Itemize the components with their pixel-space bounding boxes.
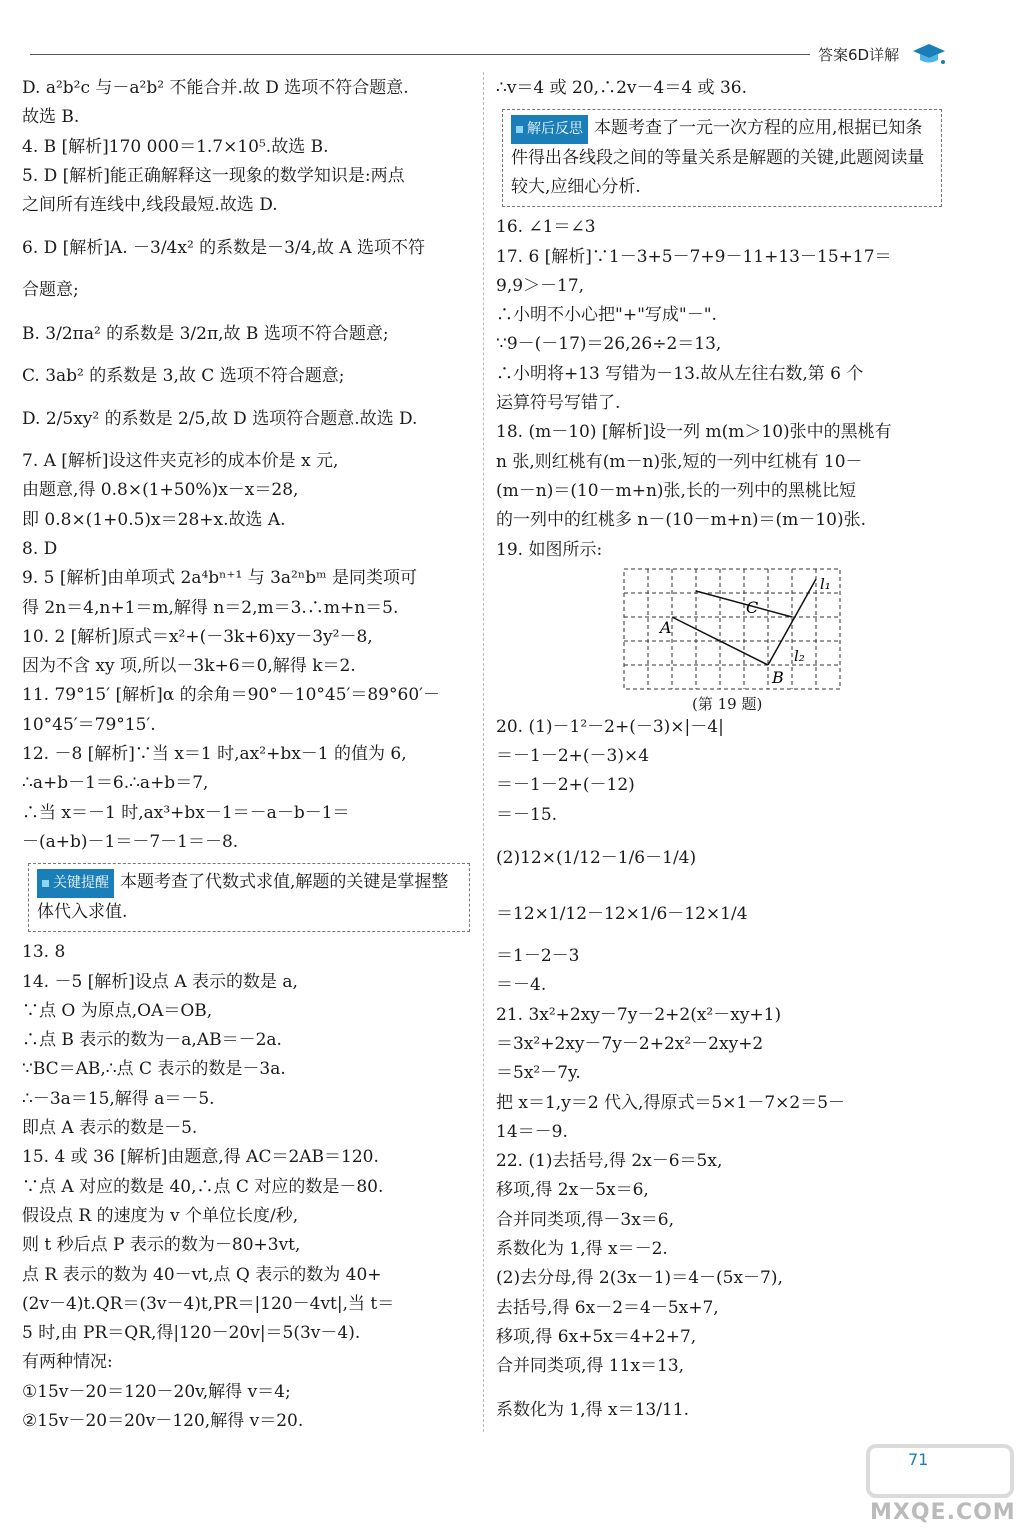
answer-line: C. 3ab² 的系数是 3,故 C 选项不符合题意;	[22, 365, 345, 386]
answer-line: 假设点 R 的速度为 v 个单位长度/秒,	[22, 1205, 299, 1226]
answer-lines-left	[22, 74, 470, 857]
answer-line: 点 R 表示的数为 40－vt,点 Q 表示的数为 40+	[22, 1264, 382, 1285]
answer-lines-right-2	[496, 213, 942, 565]
answer-line: D. a²b²c 与－a²b² 不能合并.故 D 选项不符合题意.	[22, 78, 409, 98]
answer-line: 则 t 秒后点 P 表示的数为－80+3vt,	[22, 1235, 301, 1256]
answer-line: 5. D [解析]能正确解释这一现象的数学知识是:两点	[22, 165, 405, 186]
label-B: B	[772, 667, 784, 687]
answer-line: ∴小明不小心把"+"写成"－".	[496, 305, 717, 326]
answer-line: (2v－4)t.QR＝(3v－4)t,PR＝|120－4vt|,当 t＝	[22, 1293, 395, 1314]
answer-line: 9,9＞－17,	[496, 275, 585, 296]
answer-line: 11. 79°15′ [解析]α 的余角＝90°－10°45′＝89°60′－	[22, 685, 440, 706]
answer-line: 22. (1)去括号,得 2x－6＝5x,	[496, 1151, 723, 1172]
key-tip-text: 本题考查了代数式求值,解题的关键是掌握整体代入求值.	[37, 872, 449, 923]
column-divider	[483, 72, 484, 1432]
answer-lines-right-3	[496, 713, 942, 1438]
label-C: C	[746, 597, 759, 617]
answer-line: 合并同类项,得－3x＝6,	[496, 1209, 675, 1230]
answer-line: 16. ∠1＝∠3	[496, 217, 596, 238]
answer-line: ∴当 x＝－1 时,ax³+bx－1＝－a－b－1＝	[22, 802, 350, 823]
answer-line: ＝－1－2+(－3)×4	[496, 746, 650, 767]
answer-line: ∴a+b－1＝6.∴a+b＝7,	[22, 773, 209, 794]
answer-line: 14. －5 [解析]设点 A 表示的数是 a,	[22, 971, 298, 992]
answer-line: (m－n)＝(10－m+n)张,长的一列中的黑桃比短	[496, 480, 856, 501]
answer-line: －(a+b)－1＝－7－1＝－8.	[22, 831, 239, 852]
answer-line: ＝－4.	[496, 975, 547, 996]
answer-line: 17. 6 [解析]∵1－3+5－7+9－11+13－15+17＝	[496, 246, 892, 267]
answer-line: D. 2/5xy² 的系数是 2/5,故 D 选项符合题意.故选 D.	[22, 409, 418, 430]
right-column	[496, 74, 942, 1438]
answer-line: ＝1－2－3	[496, 946, 580, 967]
answer-line: ∴－3a＝15,解得 a＝－5.	[22, 1088, 215, 1109]
page-number: 71	[908, 1450, 929, 1469]
label-A: A	[660, 617, 672, 637]
answer-line: ∵9－(－17)＝26,26÷2＝13,	[496, 334, 722, 355]
answer-line: 7. A [解析]设这件夹克衫的成本价是 x 元,	[22, 451, 339, 472]
answer-line: 系数化为 1,得 x＝－2.	[496, 1239, 668, 1260]
answer-line: ＝－15.	[496, 804, 558, 825]
answer-line: ∴小明将+13 写错为－13.故从左往右数,第 6 个	[496, 363, 864, 384]
reflection-box	[502, 109, 942, 207]
watermark-text: MXQE.COM	[870, 1500, 1016, 1525]
answer-line: 有两种情况:	[22, 1352, 113, 1373]
answer-line: (2)12×(1/12－1/6－1/4)	[496, 848, 697, 869]
answer-line: n 张,则红桃有(m－n)张,短的一列中红桃有 10－	[496, 451, 863, 472]
answer-line: (2)去分母,得 2(3x－1)＝4－(5x－7),	[496, 1268, 783, 1289]
answer-lines-right	[496, 74, 942, 103]
figure-19	[496, 565, 942, 713]
answer-line: 移项,得 2x－5x＝6,	[496, 1180, 649, 1201]
answer-line: 故选 B.	[22, 107, 80, 128]
key-tip-box	[28, 863, 470, 932]
answer-line: 因为不含 xy 项,所以－3k+6＝0,解得 k＝2.	[22, 656, 356, 677]
label-l1: l₁	[820, 574, 831, 593]
graduation-cap-icon	[912, 42, 946, 66]
answer-line: 得 2n＝4,n+1＝m,解得 n＝2,m＝3.∴m+n＝5.	[22, 597, 399, 618]
answer-line: 之间所有连线中,线段最短.故选 D.	[22, 195, 278, 216]
header-rule	[30, 54, 810, 55]
left-column	[22, 74, 470, 1436]
answer-line: 13. 8	[22, 942, 66, 963]
answer-line: 8. D	[22, 538, 58, 559]
label-l2: l₂	[794, 646, 805, 665]
answer-line: 9. 5 [解析]由单项式 2a⁴bⁿ⁺¹ 与 3a²ⁿbᵐ 是同类项可	[22, 568, 417, 589]
answer-line: ①15v－20＝120－20v,解得 v＝4;	[22, 1381, 291, 1402]
answer-line: ②15v－20＝20v－120,解得 v＝20.	[22, 1410, 304, 1431]
answer-line: 运算符号写错了.	[496, 393, 621, 414]
answer-line: ∵点 O 为原点,OA＝OB,	[22, 1000, 213, 1021]
answer-line: 去括号,得 6x－2＝4－5x+7,	[496, 1297, 719, 1318]
answer-line: 合题意;	[22, 280, 79, 301]
answer-line: 4. B [解析]170 000＝1.7×10⁵.故选 B.	[22, 136, 329, 157]
answer-line: 20. (1)－1²－2+(－3)×|－4|	[496, 716, 724, 737]
answer-line: ＝－1－2+(－12)	[496, 775, 635, 796]
answer-line: 即点 A 表示的数是－5.	[22, 1118, 198, 1139]
grid-figure	[496, 565, 942, 693]
answer-line: 14＝－9.	[496, 1121, 568, 1142]
answer-line: 把 x＝1,y＝2 代入,得原式＝5×1－7×2＝5－	[496, 1092, 846, 1113]
answer-line: 5 时,由 PR＝QR,得|120－20v|＝5(3v－4).	[22, 1323, 361, 1344]
answer-line: ＝3x²+2xy－7y－2+2x²－2xy+2	[496, 1033, 764, 1054]
answer-line: 15. 4 或 36 [解析]由题意,得 AC＝2AB＝120.	[22, 1147, 379, 1168]
answer-line: 的一列中的红桃多 n－(10－m+n)＝(m－10)张.	[496, 510, 866, 531]
answer-line: 19. 如图所示:	[496, 539, 603, 560]
reflection-text: 本题考查了一元一次方程的应用,根据已知条件得出各线段之间的等量关系是解题的关键,此题阅读量较大,应细心分析.	[511, 118, 925, 198]
answer-line: ＝5x²－7y.	[496, 1063, 581, 1084]
answer-line: ＝12×1/12－12×1/6－12×1/4	[496, 904, 748, 925]
figure-caption: (第 19 题)	[692, 694, 763, 713]
answer-line: 即 0.8×(1+0.5)x＝28+x.故选 A.	[22, 509, 286, 530]
header-title: 答案6D详解	[818, 46, 900, 64]
answer-line: ∴v＝4 或 20,∴2v－4＝4 或 36.	[496, 78, 747, 98]
answer-line: 系数化为 1,得 x＝13/11.	[496, 1399, 690, 1420]
answer-line: 6. D [解析]A. －3/4x² 的系数是－3/4,故 A 选项不符	[22, 238, 426, 259]
answer-line: 21. 3x²+2xy－7y－2+2(x²－xy+1)	[496, 1004, 782, 1025]
reflection-title: 解后反思	[511, 115, 588, 144]
answer-line: 18. (m－10) [解析]设一列 m(m＞10)张中的黑桃有	[496, 422, 892, 443]
answer-line: ∴点 B 表示的数为－a,AB＝－2a.	[22, 1030, 282, 1051]
answer-line: 10. 2 [解析]原式＝x²+(－3k+6)xy－3y²－8,	[22, 626, 373, 647]
answer-line: 12. －8 [解析]∵当 x＝1 时,ax²+bx－1 的值为 6,	[22, 744, 407, 765]
key-tip-title: 关键提醒	[37, 869, 114, 898]
grid	[624, 569, 840, 689]
answer-line: 合并同类项,得 11x＝13,	[496, 1356, 685, 1377]
answer-line: 10°45′＝79°15′.	[22, 714, 156, 735]
answer-lines-left-2	[22, 938, 470, 1436]
answer-line: ∵点 A 对应的数是 40,∴点 C 对应的数是－80.	[22, 1176, 384, 1197]
answer-line: ∵BC＝AB,∴点 C 表示的数是－3a.	[22, 1059, 286, 1080]
answer-line: 由题意,得 0.8×(1+50%)x－x＝28,	[22, 480, 299, 501]
answer-line: B. 3/2πa² 的系数是 3/2π,故 B 选项不符合题意;	[22, 323, 389, 344]
answer-line: 移项,得 6x+5x＝4+2+7,	[496, 1326, 697, 1347]
